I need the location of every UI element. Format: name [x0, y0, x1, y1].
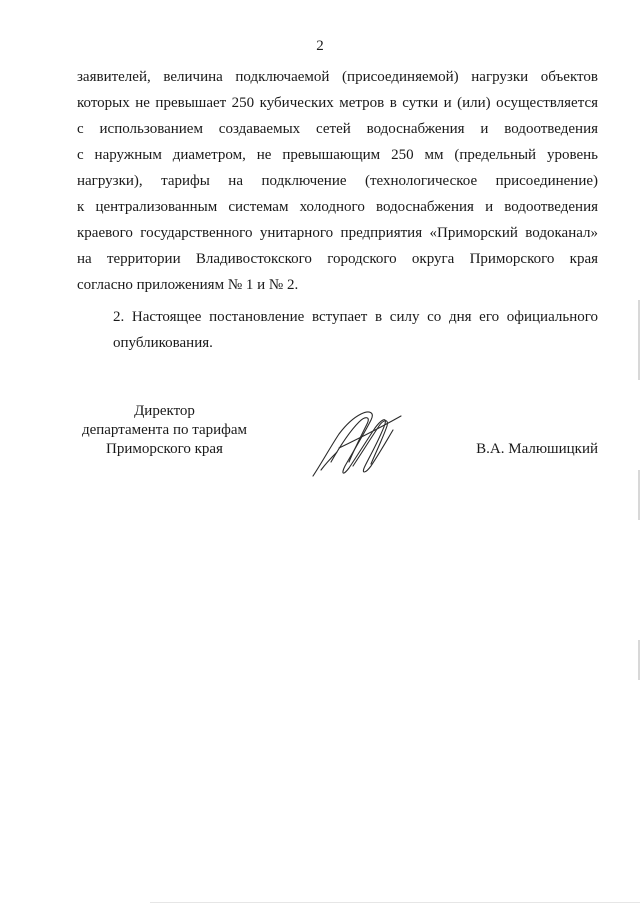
signatory-title — [77, 402, 252, 459]
text-line: с наружным диаметром, не превышающим 250 мм (предельный уровень — [77, 147, 598, 163]
text-line: заявителей, величина подключаемой (присоединяемой) нагрузки объектов — [77, 69, 598, 85]
document-body — [77, 64, 598, 356]
text-line: на территории Владивостокского городского округа Приморского края — [77, 251, 598, 267]
paragraph-2 — [77, 304, 598, 356]
signatory-title-line: департамента по тарифам — [81, 422, 248, 438]
text-line: с использованием создаваемых сетей водоснабжения и водоотведения — [77, 121, 598, 137]
signatory-title-line: Директор — [134, 403, 195, 419]
text-line: краевого государственного унитарного предприятия «Приморский водоканал» — [77, 225, 598, 241]
text-line: 2. Настоящее постановление вступает в силу со дня его официального — [113, 309, 598, 325]
page-number: 2 — [316, 38, 324, 54]
text-line: согласно приложениям № 1 и № 2. — [77, 277, 299, 293]
text-line: нагрузки), тарифы на подключение (технологическое присоединение) — [77, 173, 598, 189]
handwritten-signature — [309, 404, 405, 484]
signatory-title-line: Приморского края — [106, 441, 223, 457]
text-line: которых не превышает 250 кубических метров в сутки и (или) осуществляется — [77, 95, 598, 111]
signature-block — [77, 402, 598, 482]
text-line: опубликования. — [113, 335, 213, 351]
text-line: к централизованным системам холодного водоснабжения и водоотведения — [77, 199, 598, 215]
scan-bottom-edge — [150, 902, 640, 903]
paragraph-1 — [77, 64, 598, 298]
signatory-name: В.А. Малюшицкий — [476, 441, 598, 457]
